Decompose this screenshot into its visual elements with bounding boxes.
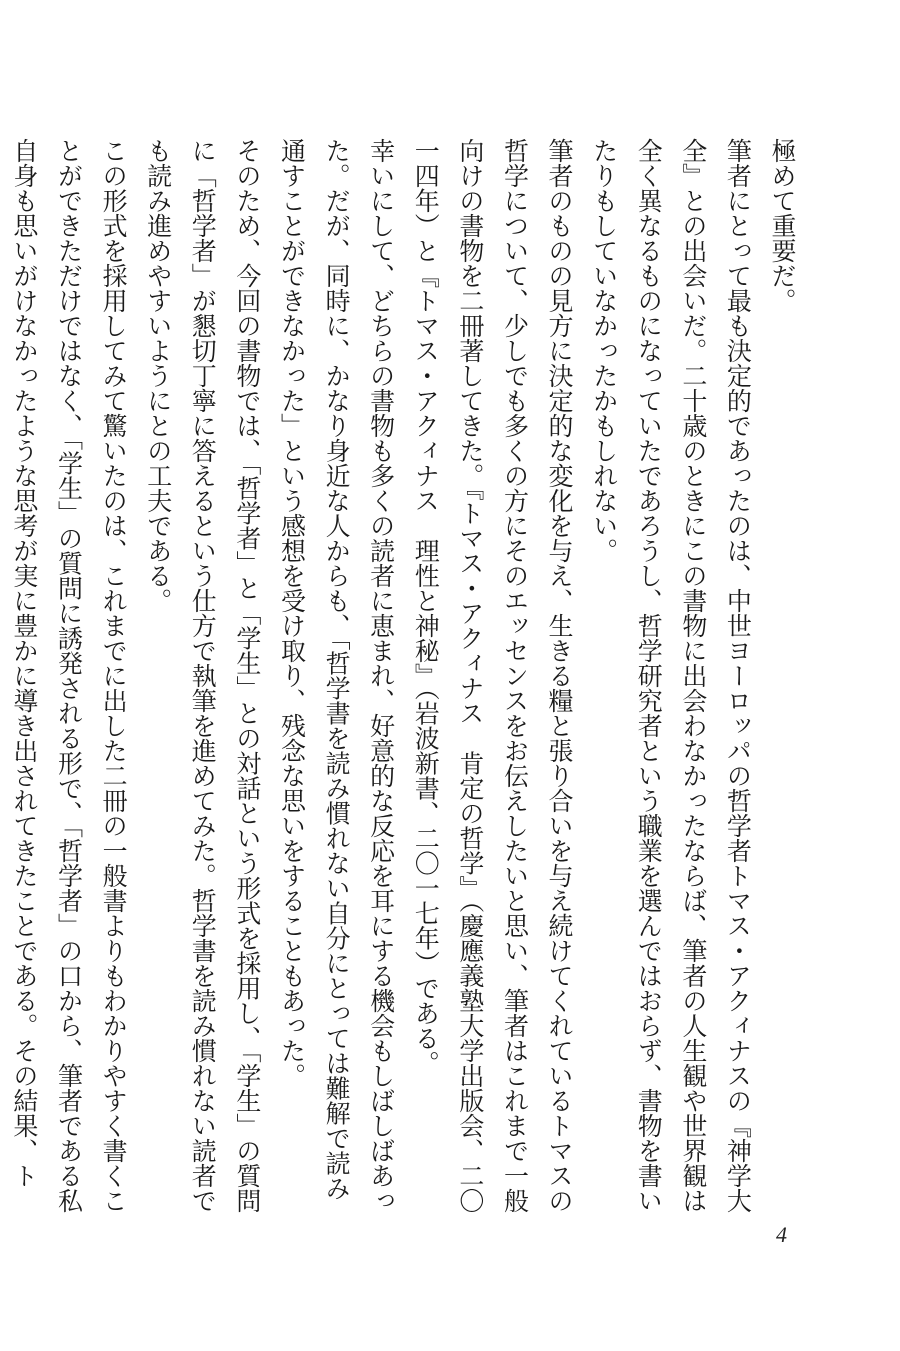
paragraph: 極めて重要だ。 — [768, 138, 797, 313]
paragraph: 幸いにして、どちらの書物も多くの読者に恵まれ、好意的な反応を耳にする機会もしばしばあった。だが、同時に、かなり身近な人からも、「哲学書を読み慣れない自分にとっては難解で読み通すことができなかった」という感想を受け取り、残念な思いをすることもあった。 — [277, 138, 396, 1213]
paragraph: そのため、今回の書物では、「哲学者」と「学生」との対話という形式を採用し、「学生」の質問に「哲学者」が懇切丁寧に答えるという仕方で執筆を進めてみた。哲学書を読み慣れない読者でも読み進めやすいようにとの工夫である。 — [143, 138, 262, 1213]
paragraph: 筆者にとって最も決定的であったのは、中世ヨーロッパの哲学者トマス・アクィナスの『神学大全』との出会いだ。二十歳のときにこの書物に出会わなかったならば、筆者の人生観や世界観は全く異なるものになっていたであろうし、哲学研究者という職業を選んではおらず、書物を書いたりもしていなかったかもしれない。 — [589, 138, 753, 1213]
page-number: 4 — [776, 1222, 787, 1247]
vertical-text-body — [9, 138, 804, 1218]
paragraph: この形式を採用してみて驚いたのは、これまでに出した二冊の一般書よりもわかりやすく書くことができただけではなく、「学生」の質問に誘発される形で、「哲学者」の口から、筆者である私自身も思いがけなかったような思考が実に豊かに導き出されてきたことである。その結果、ト — [9, 138, 129, 1213]
paragraph: 筆者のものの見方に決定的な変化を与え、生きる糧と張り合いを与え続けてくれているトマスの哲学について、少しでも多くの方にそのエッセンスをお伝えしたいと思い、筆者はこれまで一般向けの書物を二冊著してきた。『トマス・アクィナス 肯定の哲学』（慶應義塾大学出版会、二〇一四年）と『トマス・アクィナス 理性と神秘』（岩波新書、二〇一七年）である。 — [411, 138, 575, 1213]
